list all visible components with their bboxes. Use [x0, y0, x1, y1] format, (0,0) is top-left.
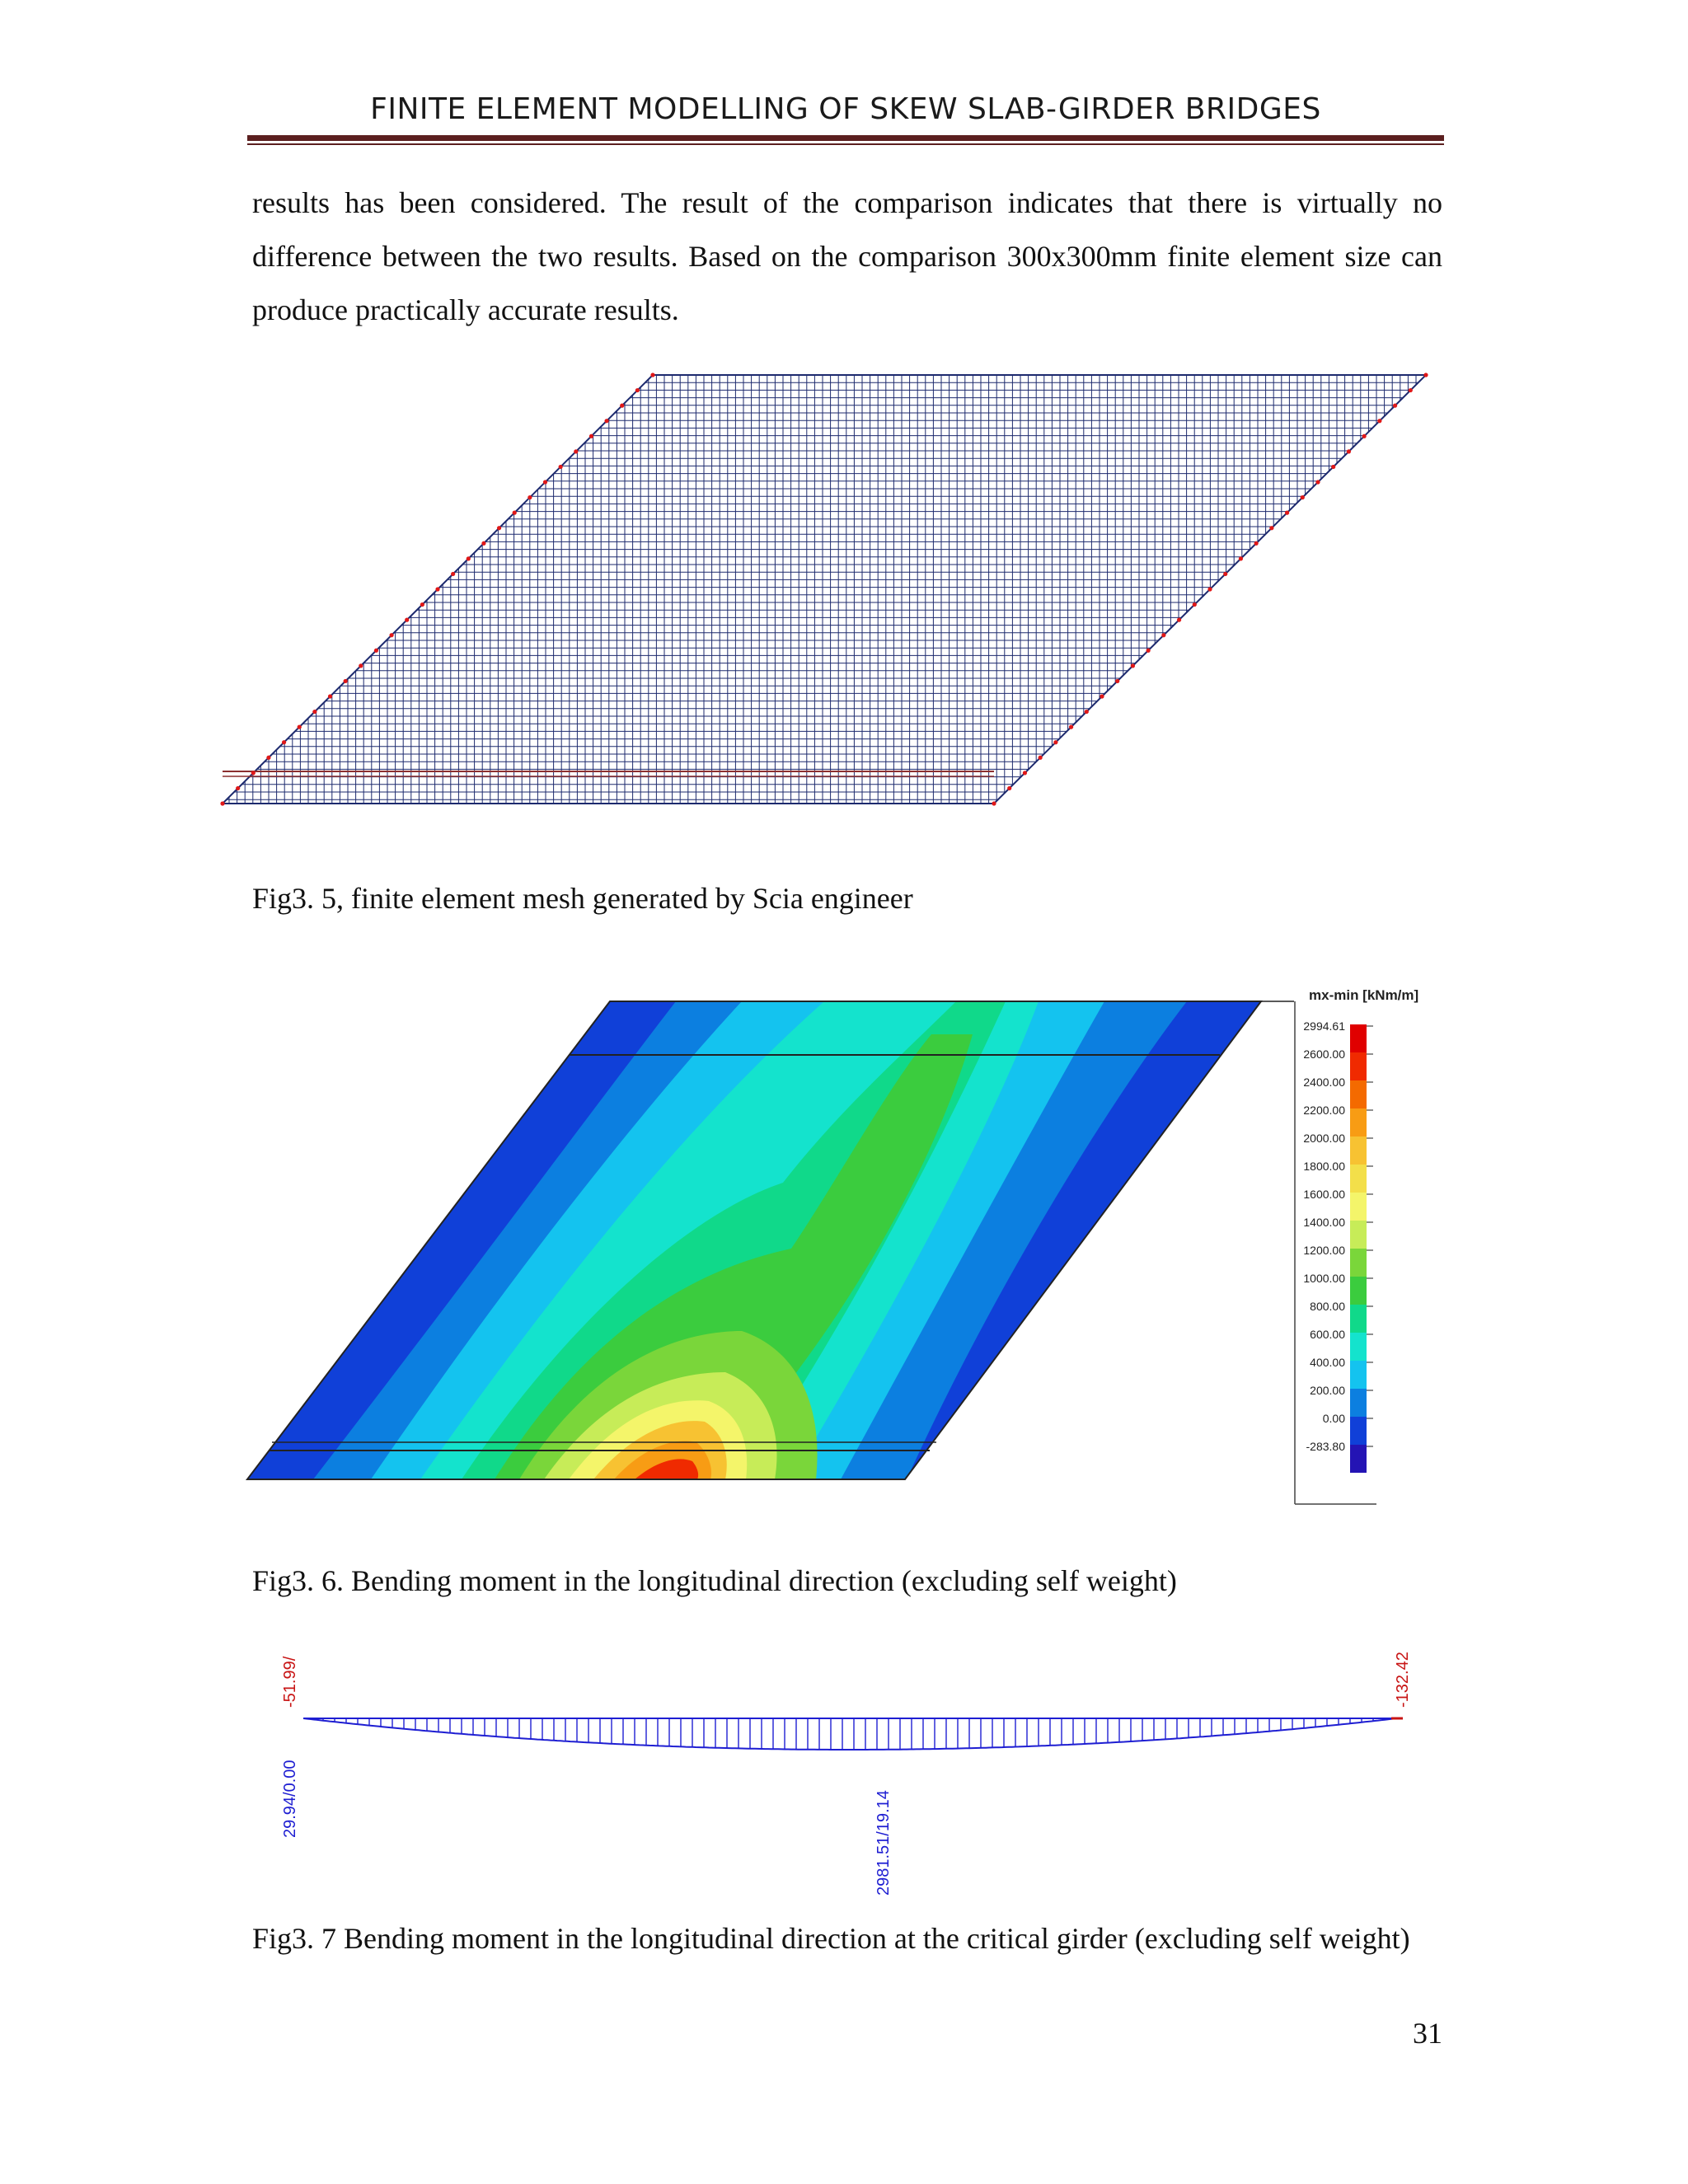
support-marker: [1039, 756, 1043, 760]
legend-label: -283.80: [1306, 1440, 1345, 1453]
contour-legend: [1294, 977, 1419, 1504]
support-marker: [1053, 740, 1057, 744]
header-rule-thin: [247, 143, 1444, 145]
support-marker: [992, 801, 996, 805]
support-marker: [513, 511, 517, 515]
bending-moment-contour-figure: [247, 985, 1286, 1504]
support-marker: [1409, 388, 1413, 392]
legend-label: 1800.00: [1303, 1160, 1345, 1173]
legend-label: 2994.61: [1303, 1019, 1345, 1033]
support-marker: [1301, 495, 1305, 499]
support-marker: [374, 649, 378, 653]
support-marker: [497, 526, 501, 530]
mesh-background: [223, 375, 1442, 820]
legend-swatch: [1350, 1389, 1367, 1417]
support-marker: [298, 725, 302, 729]
support-marker: [451, 572, 455, 576]
support-marker: [1007, 786, 1011, 790]
support-marker: [1315, 480, 1320, 484]
running-header: FINITE ELEMENT MODELLING OF SKEW SLAB-GIRDER BRIDGES: [370, 92, 1321, 126]
page-number: 31: [1413, 2017, 1442, 2050]
legend-label: 800.00: [1310, 1300, 1345, 1313]
label-left-top: -51.99/: [281, 1656, 299, 1708]
legend-swatch: [1350, 1108, 1367, 1137]
legend-label: 200.00: [1310, 1384, 1345, 1397]
support-marker: [1085, 710, 1089, 714]
support-marker: [251, 771, 256, 775]
legend-label: 2200.00: [1303, 1104, 1345, 1117]
support-marker: [1423, 373, 1428, 377]
legend-label: 1600.00: [1303, 1188, 1345, 1201]
support-marker: [405, 618, 409, 622]
legend-swatch: [1350, 1193, 1367, 1221]
support-marker: [1331, 465, 1335, 469]
support-marker: [1115, 679, 1119, 683]
legend-label: 2600.00: [1303, 1047, 1345, 1061]
support-marker: [1161, 633, 1165, 637]
support-marker: [1347, 449, 1351, 453]
support-marker: [1069, 725, 1073, 729]
legend-swatch: [1350, 1052, 1367, 1080]
legend-swatches: [1350, 1024, 1367, 1473]
legend-swatch: [1350, 1221, 1367, 1249]
support-marker: [650, 373, 654, 377]
support-marker: [1285, 511, 1289, 515]
support-marker: [1393, 404, 1397, 408]
support-marker: [359, 663, 363, 668]
legend-label: 600.00: [1310, 1328, 1345, 1341]
legend-label: 1000.00: [1303, 1272, 1345, 1285]
label-right-top: -132.42: [1394, 1652, 1412, 1708]
header-rule: [247, 135, 1444, 141]
support-marker: [1269, 526, 1273, 530]
support-marker: [282, 740, 286, 744]
support-marker: [574, 449, 578, 453]
support-marker: [435, 587, 439, 591]
legend-swatch: [1350, 1361, 1367, 1389]
support-marker: [528, 495, 532, 499]
legend-swatch: [1350, 1445, 1367, 1473]
support-marker: [635, 388, 640, 392]
support-marker: [236, 786, 240, 790]
label-left-bottom: 29.94/0.00: [281, 1760, 299, 1838]
support-marker: [220, 801, 224, 805]
legend-label: 2000.00: [1303, 1132, 1345, 1145]
legend-swatch: [1350, 1024, 1367, 1052]
support-marker: [266, 756, 270, 760]
support-marker: [543, 480, 547, 484]
legend-swatch: [1350, 1333, 1367, 1361]
support-marker: [1177, 618, 1181, 622]
support-marker: [1100, 694, 1104, 698]
support-marker: [559, 465, 563, 469]
legend-swatch: [1350, 1080, 1367, 1108]
support-marker: [1131, 663, 1135, 668]
girder-moment-diagram: [272, 1615, 1426, 1896]
legend-swatch: [1350, 1249, 1367, 1277]
label-mid: 2981.51/19.14: [874, 1790, 893, 1896]
support-marker: [312, 710, 316, 714]
support-marker: [620, 404, 624, 408]
support-marker: [420, 602, 424, 607]
legend-label: 1400.00: [1303, 1216, 1345, 1229]
support-marker: [1254, 541, 1259, 546]
legend-label: 2400.00: [1303, 1076, 1345, 1089]
support-marker: [328, 694, 332, 698]
support-marker: [1023, 771, 1027, 775]
legend-label: 1200.00: [1303, 1244, 1345, 1257]
legend-swatch: [1350, 1305, 1367, 1333]
fe-mesh-figure: [223, 375, 1442, 820]
contour-bands: [247, 985, 1286, 1504]
legend-label: 400.00: [1310, 1356, 1345, 1369]
fig35-caption: Fig3. 5, finite element mesh generated by Scia engineer: [252, 882, 913, 915]
support-marker: [467, 556, 471, 560]
legend-label: 0.00: [1322, 1412, 1345, 1425]
legend-title: mx-min [kNm/m]: [1309, 987, 1419, 1003]
support-marker: [389, 633, 393, 637]
support-marker: [481, 541, 485, 546]
moment-envelope: [303, 1718, 1395, 1750]
support-marker: [1146, 649, 1151, 653]
legend-swatch: [1350, 1277, 1367, 1305]
support-marker: [1362, 434, 1367, 438]
support-marker: [1223, 572, 1227, 576]
legend-swatch: [1350, 1417, 1367, 1445]
support-marker: [344, 679, 348, 683]
legend-swatch: [1350, 1165, 1367, 1193]
fig36-caption: Fig3. 6. Bending moment in the longitudinal direction (excluding self weight): [252, 1564, 1177, 1597]
support-marker: [1239, 556, 1243, 560]
support-marker: [589, 434, 593, 438]
support-marker: [1207, 587, 1212, 591]
support-marker: [1193, 602, 1197, 607]
legend-swatch: [1350, 1137, 1367, 1165]
support-marker: [604, 419, 608, 423]
body-paragraph: results has been considered. The result of the comparison indicates that there is virtually no difference between the two results. Based on the comparison 300x300mm finite element size can produce practically accurate results.: [252, 186, 1442, 326]
fig37-caption: Fig3. 7 Bending moment in the longitudinal direction at the critical girder (excluding self weight): [252, 1922, 1410, 1955]
support-marker: [1377, 419, 1381, 423]
